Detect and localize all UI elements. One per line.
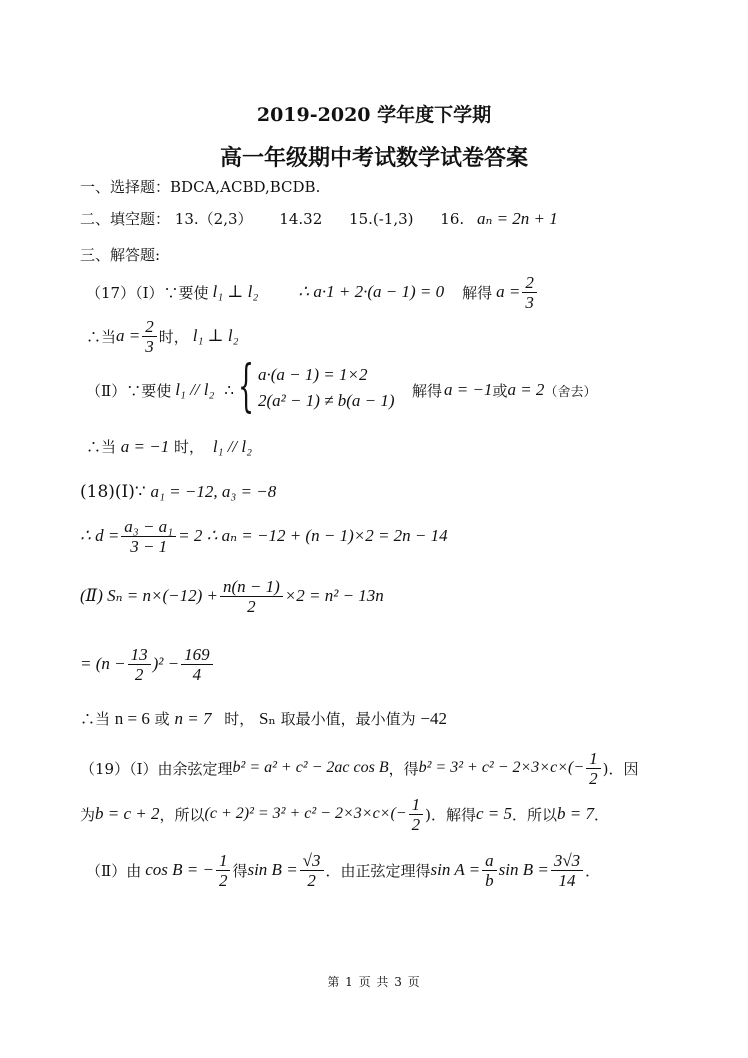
q17-or-text: 或	[492, 381, 508, 400]
q19-solve-text: )．解得	[425, 805, 476, 824]
q18-thirteen-halves	[128, 645, 151, 684]
q18-d-equals: ∴ d =	[80, 526, 120, 545]
answer-13: 13.（2,3）	[174, 210, 253, 228]
q18-common-difference-fraction	[121, 517, 176, 556]
q19-sin-b: sin B =	[247, 860, 298, 879]
fraction-denominator: 3 − 1	[130, 536, 168, 556]
q19-sin-b-fraction	[300, 851, 324, 890]
q19-b-value: b = 7	[557, 804, 594, 823]
q17-equation: ∴ a·1 + 2·(a − 1) = 0	[298, 282, 445, 301]
fraction-denominator: 4	[192, 664, 202, 684]
q18-therefore-when: ∴当	[80, 710, 111, 728]
fraction-denominator: 2	[589, 768, 598, 788]
section3-label: 三、解答题:	[80, 246, 161, 264]
q18-given-terms: a₁ = −12, a₃ = −8	[150, 482, 277, 501]
fraction-numerator: √3	[300, 851, 324, 871]
q18-sum-expression: (Ⅱ) Sₙ = n×(−12) +	[80, 586, 218, 605]
q18-completing-square-start: = (n −	[80, 654, 126, 673]
fraction-numerator: n(n − 1)	[220, 577, 283, 597]
q18-sum-fraction	[220, 577, 283, 616]
q19-because-text: )．因	[602, 759, 639, 778]
q18-line2	[80, 514, 448, 558]
q18-or-text: 或	[154, 710, 170, 728]
q18-n-seven: n = 7	[174, 709, 212, 728]
section2-line	[80, 208, 558, 229]
fraction-denominator: 2	[134, 664, 144, 684]
q17-fraction-2	[142, 317, 157, 356]
section1-line	[80, 176, 320, 197]
section2-label: 二、填空题：	[80, 210, 171, 228]
q17-part2-label: （Ⅱ）∵要使	[86, 381, 172, 400]
q19-period: ．	[593, 805, 609, 824]
q19-line2	[80, 792, 609, 836]
q19-result-fraction	[551, 851, 583, 890]
q19-period-2: ．	[585, 861, 601, 880]
q17-parallel-condition: l₁ // l₂	[175, 380, 215, 399]
q18-n-six: n = 6	[114, 709, 150, 728]
q17-a-neg-one: a = −1	[120, 437, 170, 456]
q17-solution-1: a = −1	[443, 380, 493, 399]
q17-when-text: 时，	[158, 327, 189, 346]
fraction-denominator: 2	[307, 870, 316, 890]
fraction-denominator: 2	[218, 870, 228, 890]
q17-line1	[86, 270, 539, 314]
q19-part2-label: （Ⅱ）由	[86, 861, 142, 880]
q19-substitution: b² = 3² + c² − 2×3×c×(−	[418, 759, 585, 776]
q17-therefore-when-2: ∴当	[86, 438, 117, 456]
fraction-denominator: 3	[145, 336, 154, 356]
q19-line1	[80, 746, 638, 790]
q18-sn-symbol: Sₙ	[259, 709, 276, 728]
left-brace-icon: {	[237, 354, 255, 419]
year-line: 2019-2020 学年度下学期	[256, 104, 492, 126]
q18-sum-result: ×2 = n² − 13n	[284, 586, 384, 605]
q17-equation-system	[237, 354, 395, 419]
fraction-numerator: 13	[128, 645, 151, 665]
q17-perpendicular-result: l₁ ⊥ l₂	[192, 326, 239, 345]
q19-line3	[86, 846, 600, 894]
fraction-numerator: 1	[216, 851, 231, 871]
q17-line4	[86, 436, 252, 457]
section1-label: 一、选择题：	[80, 178, 171, 196]
q19-part1-label: （19）（Ⅰ）由余弦定理	[80, 759, 233, 778]
q17-solution-2: a = 2	[507, 380, 545, 399]
q19-wei-text: 为	[80, 805, 96, 824]
q17-line2	[86, 314, 239, 358]
q18-general-term: = 2 ∴ aₙ = −12 + (n − 1)×2 = 2n − 14	[178, 526, 448, 545]
q19-obtain-text: ，得	[388, 759, 419, 778]
q19-c-value: c = 5	[475, 804, 512, 823]
q17-when-text-2: 时，	[174, 438, 205, 456]
q19-sine-law-text: ．由正弦定理得	[325, 861, 431, 880]
q17-therefore-when: ∴当	[86, 327, 117, 346]
fraction-denominator: 2	[247, 596, 256, 616]
q19-cos-b: cos B = −	[145, 860, 214, 879]
answer-15: 15.(-1,3)	[349, 210, 414, 228]
q18-169-quarters	[181, 645, 213, 684]
fraction-numerator: 169	[181, 645, 213, 665]
q17-fraction	[522, 273, 537, 312]
q18-when-text: 时，	[224, 710, 255, 728]
answer-16-number: 16.	[440, 210, 465, 228]
section1-answers: BDCA,ACBD,BCDB.	[170, 178, 321, 196]
q19-ratio-fraction	[482, 851, 497, 890]
q17-a-equals: a =	[496, 282, 521, 301]
q18-part1-label: (18)(Ⅰ)∵	[80, 482, 146, 502]
q18-min-text: 取最小值，最小值为	[280, 710, 416, 728]
answer-14: 14.32	[279, 210, 323, 228]
fraction-denominator: 2	[411, 814, 421, 834]
q17-perpendicular-condition: l₁ ⊥ l₂	[212, 282, 259, 301]
page-title: 高一年级期中考试数学试卷答案	[219, 145, 528, 171]
system-equation-1: a·(a − 1) = 1×2	[257, 365, 368, 384]
q19-equation: (c + 2)² = 3² + c² − 2×3×c×(−	[204, 805, 407, 822]
q18-min-value: −42	[420, 709, 448, 728]
q17-part1-label: （17）（Ⅰ）∵要使	[86, 283, 209, 302]
q18-square-minus: )² −	[152, 654, 180, 673]
fraction-numerator: a	[482, 851, 497, 871]
q18-line1	[80, 482, 276, 502]
fraction-denominator: 14	[558, 870, 576, 890]
q19-b-relation: b = c + 2	[95, 804, 160, 823]
q19-obtain-text-2: 得	[232, 861, 248, 880]
fraction-numerator: a₃ − a₁	[121, 517, 176, 537]
q17-line3	[86, 354, 597, 420]
q18-line4	[80, 640, 215, 688]
fraction-denominator: b	[485, 870, 494, 890]
q19-half-fraction	[586, 749, 601, 788]
q19-so-text-2: ．所以	[511, 805, 557, 824]
q17-discard-note: （舍去）	[544, 384, 597, 400]
q19-so-text: ，所以	[159, 805, 205, 824]
q17-solve-text: 解得	[462, 283, 493, 302]
page-footer: 第 1 页 共 3 页	[327, 975, 421, 989]
system-equation-2: 2(a² − 1) ≠ b(a − 1)	[257, 391, 395, 410]
fraction-numerator: 2	[522, 273, 537, 293]
fraction-numerator: 3√3	[551, 851, 583, 871]
q19-cos-fraction	[216, 851, 231, 890]
fraction-numerator: 1	[409, 795, 424, 815]
q17-a-value: a =	[116, 326, 141, 345]
answer-16-expression: aₙ = 2n + 1	[476, 209, 558, 228]
q18-line5	[80, 708, 447, 729]
q19-sin-a: sin A =	[430, 860, 481, 879]
q17-solve-text-2: 解得	[411, 381, 442, 400]
fraction-denominator: 3	[525, 292, 534, 312]
system-lines	[258, 362, 395, 414]
q17-parallel-result: l₁ // l₂	[212, 437, 253, 456]
q19-half-fraction-2	[409, 795, 424, 834]
fraction-numerator: 2	[142, 317, 157, 337]
q19-sin-b-2: sin B =	[498, 860, 549, 879]
q19-cosine-law: b² = a² + c² − 2ac cos B	[232, 759, 389, 776]
fraction-numerator: 1	[586, 749, 601, 769]
q17-therefore-symbol: ∴	[224, 381, 234, 399]
q18-line3	[80, 572, 384, 620]
